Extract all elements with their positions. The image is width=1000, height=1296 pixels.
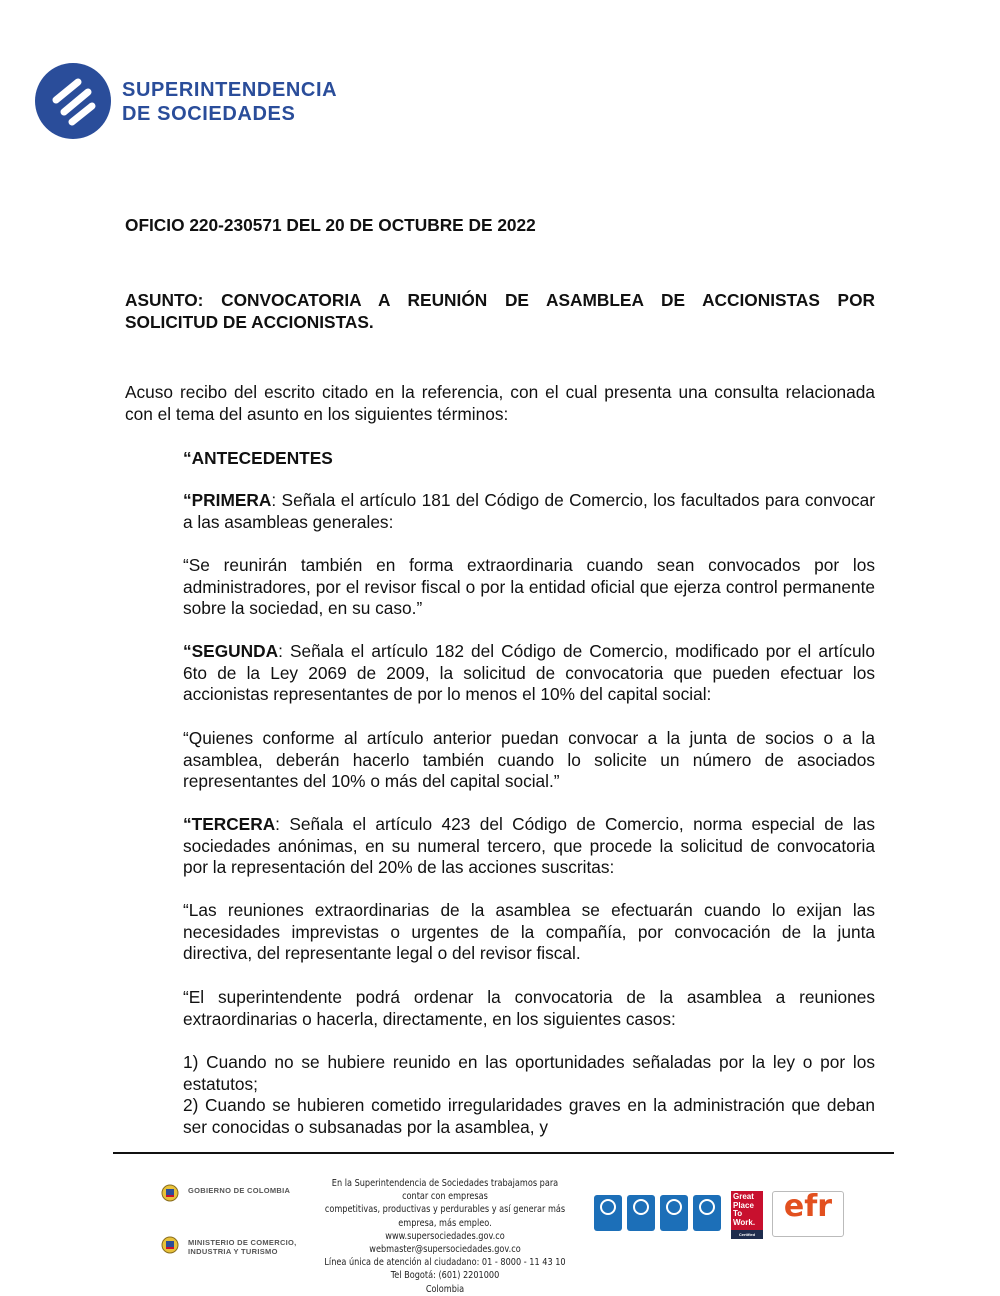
colombia-seal-icon bbox=[160, 1183, 180, 1203]
supersociedades-logo-icon bbox=[34, 62, 112, 140]
gov-colombia-logo bbox=[160, 1180, 305, 1210]
icontec-cert-icon bbox=[627, 1195, 655, 1231]
list-block bbox=[183, 1052, 875, 1138]
quote-4: “El superintendente podrá ordenar la convocatoria de la asamblea a reuniones extraordinarias o hacerla, directamente, en los siguientes casos: bbox=[183, 987, 875, 1029]
segunda-label: “SEGUNDA bbox=[183, 641, 279, 661]
footer-email-link[interactable]: webmaster@supersociedades.gov.co bbox=[369, 1244, 521, 1256]
antecedentes-block bbox=[183, 447, 875, 469]
intro-paragraph: Acuso recibo del escrito citado en la referencia, con el cual presenta una consulta relacionada con el tema del asunto en los siguientes términos: bbox=[125, 382, 875, 424]
logo-line-2: DE SOCIEDADES bbox=[122, 103, 296, 125]
icontec-cert-icon bbox=[693, 1195, 721, 1231]
quote-1-block bbox=[183, 555, 875, 620]
list-item-1: 1) Cuando no se hubiere reunido en las oportunidades señaladas por la ley o por los estatutos; bbox=[183, 1052, 875, 1094]
efr-certification-badge bbox=[772, 1191, 844, 1237]
segunda-paragraph bbox=[183, 641, 875, 706]
tercera-text: : Señala el artículo 423 del Código de Comercio, norma especial de las sociedades anónimas, en su numeral tercero, que procede la solicitud de convocatoria por la representación del 20% de las acciones suscritas: bbox=[183, 814, 875, 877]
gptw-certified: Certified bbox=[731, 1230, 763, 1239]
tercera-label: “TERCERA bbox=[183, 814, 276, 834]
footer-line-1: En la Superintendencia de Sociedades trabajamos para contar con empresas bbox=[331, 1178, 559, 1203]
subject-line-1: ASUNTO: CONVOCATORIA A REUNIÓN DE ASAMBLEA DE ACCIONISTAS POR bbox=[125, 290, 875, 310]
gov-colombia-label: GOBIERNO DE COLOMBIA bbox=[188, 1186, 291, 1195]
footer-country: Colombia bbox=[425, 1283, 465, 1295]
tercera-paragraph bbox=[183, 814, 875, 879]
segunda-text: : Señala el artículo 182 del Código de Comercio, modificado por el artículo 6to de la Ley 2069 de 2009, la solicitud de convocatoria que pueden efectuar los accionistas representantes de por lo menos el 10% del capital social: bbox=[183, 641, 875, 704]
document-title: OFICIO 220-230571 DEL 20 DE OCTUBRE DE 2022 bbox=[125, 215, 536, 235]
government-logos bbox=[160, 1180, 305, 1284]
footer-website-link[interactable]: www.supersociedades.gov.co bbox=[385, 1230, 505, 1242]
colombia-seal-icon bbox=[160, 1235, 180, 1255]
antecedentes-heading: “ANTECEDENTES bbox=[183, 448, 333, 468]
icontec-cert-icon bbox=[594, 1195, 622, 1231]
primera-label: “PRIMERA bbox=[183, 490, 272, 510]
footer-contact-info bbox=[322, 1177, 569, 1296]
quote-3: “Las reuniones extraordinarias de la asamblea se efectuarán cuando lo exijan las necesidades imprevistas o urgentes de la compañía, por convocación de la junta directiva, del representante legal o del revisor fiscal. bbox=[183, 900, 875, 963]
intro-paragraph-block bbox=[125, 382, 875, 425]
quote-3-block bbox=[183, 900, 875, 965]
primera-block bbox=[183, 490, 875, 533]
company-logo bbox=[34, 62, 364, 142]
logo-wordmark bbox=[122, 78, 337, 126]
subject-line-2: SOLICITUD DE ACCIONISTAS. bbox=[125, 312, 374, 332]
great-place-to-work-badge bbox=[731, 1191, 763, 1239]
primera-paragraph bbox=[183, 490, 875, 533]
gptw-text: Great Place To Work. bbox=[733, 1192, 756, 1227]
logo-line-1: SUPERINTENDENCIA bbox=[122, 79, 338, 101]
mincomercio-logo bbox=[160, 1232, 305, 1262]
document-title-block bbox=[125, 214, 875, 236]
subject-block bbox=[125, 289, 875, 333]
footer-tel-bogota: Tel Bogotá: (601) 2201000 bbox=[390, 1270, 500, 1282]
list-item-2: 2) Cuando se hubieren cometido irregularidades graves en la administración que deban ser conocidas o subsanadas por la asamblea, y bbox=[183, 1095, 875, 1137]
quote-2: “Quienes conforme al artículo anterior puedan convocar a la junta de socios o a la asamblea, deberán hacerlo también cuando lo solicite un número de asociados representantes del 10% o más del capital social.” bbox=[183, 728, 875, 791]
quote-1: “Se reunirán también en forma extraordinaria cuando sean convocados por los administradores, por el revisor fiscal o por la entidad oficial que ejerza control permanente sobre la sociedad, en su caso.” bbox=[183, 555, 875, 618]
segunda-block bbox=[183, 641, 875, 706]
icontec-cert-icon bbox=[660, 1195, 688, 1231]
footer-phone-line: Línea única de atención al ciudadano: 01 - 8000 - 11 43 10 bbox=[324, 1257, 566, 1269]
footer-divider bbox=[113, 1152, 894, 1154]
tercera-block bbox=[183, 814, 875, 879]
efr-logo-text: efr bbox=[783, 1189, 833, 1224]
footer-line-2: competitivas, productivas y perdurables y así generar más empresa, más empleo. bbox=[324, 1204, 566, 1229]
quote-4-block bbox=[183, 987, 875, 1030]
mincomercio-label: MINISTERIO DE COMERCIO, INDUSTRIA Y TURISMO bbox=[188, 1238, 297, 1256]
certification-logos bbox=[594, 1190, 854, 1250]
primera-text: : Señala el artículo 181 del Código de Comercio, los facultados para convocar a las asambleas generales: bbox=[183, 490, 875, 532]
quote-2-block bbox=[183, 728, 875, 793]
